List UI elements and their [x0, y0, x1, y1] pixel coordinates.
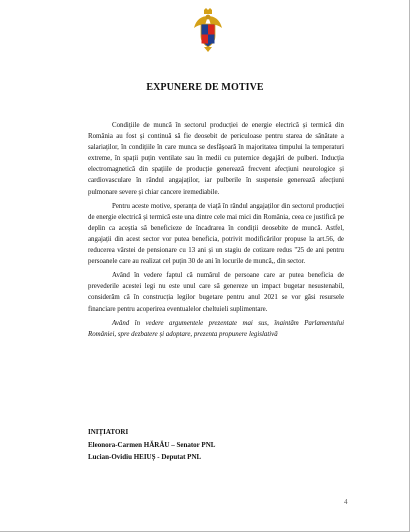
page-number: 4 [344, 498, 348, 506]
closing-paragraph: Având în vedere argumentele prezentate mai sus, înaintăm Parlamentului României, spre dezbatere și adoptare, prezenta propunere legislativă [88, 319, 344, 338]
paragraph: Având în vedere faptul că numărul de persoane care ar putea beneficia de prevederile acestei legi nu este unul care să genereze un impact bugetar nesustenabil, considerăm că în construcția legilor bugetare pentru anul 2021 se vor găsi resursele financiare pentru acoperirea eventualelor cheltuieli suplimentare. [88, 272, 344, 313]
paragraph: Condițiile de muncă în sectorul producției de energie electrică și termică din România au fost și continuă să fie deosebit de periculoase pentru starea de sănătate a salariaților, în condițiile în care munca se desfășoară în majoritatea timpului la temperaturi extreme, în spații puțin ventilate sau în medii cu puternice degajări de pulberi. Inducția electromagnetică din spațiile de producție generează frecvent afecțiuni neurologice și cardiovasculare în rândul angajaților, iar pulberile în suspensie generează afecțiuni pulmonare severe și chiar cancere iremediabile. [88, 122, 344, 196]
initiator-line: Eleonora-Carmen HĂRĂU – Senator PNL [88, 440, 216, 449]
document-body [88, 120, 344, 343]
initiators-heading: INIȚIATORI [88, 428, 129, 436]
initiators-block [88, 426, 348, 464]
document-title: EXPUNERE DE MOTIVE [146, 82, 264, 93]
coat-of-arms-icon [193, 8, 223, 52]
initiator-line: Lucian-Ovidiu HEIUȘ - Deputat PNL [88, 453, 202, 461]
paragraph: Pentru aceste motive, speranța de viață în rândul angajaților din sectorul producției de energie electrică și termică este una dintre cele mai mici din România, ceea ce justifică pe deplin ca aceștia să beneficieze de încadrarea în condiții deosebite de muncă. Astfel, angajații din acest sector vor putea beneficia, potrivit modificărilor propuse la art.56, de reducerea vârstei de pensionare cu 13 ani și un stagiu de cotizare redus "25 de ani pentru persoanele care au realizat cel puțin 30 de ani în locurile de muncă,, din sector. [88, 202, 344, 266]
